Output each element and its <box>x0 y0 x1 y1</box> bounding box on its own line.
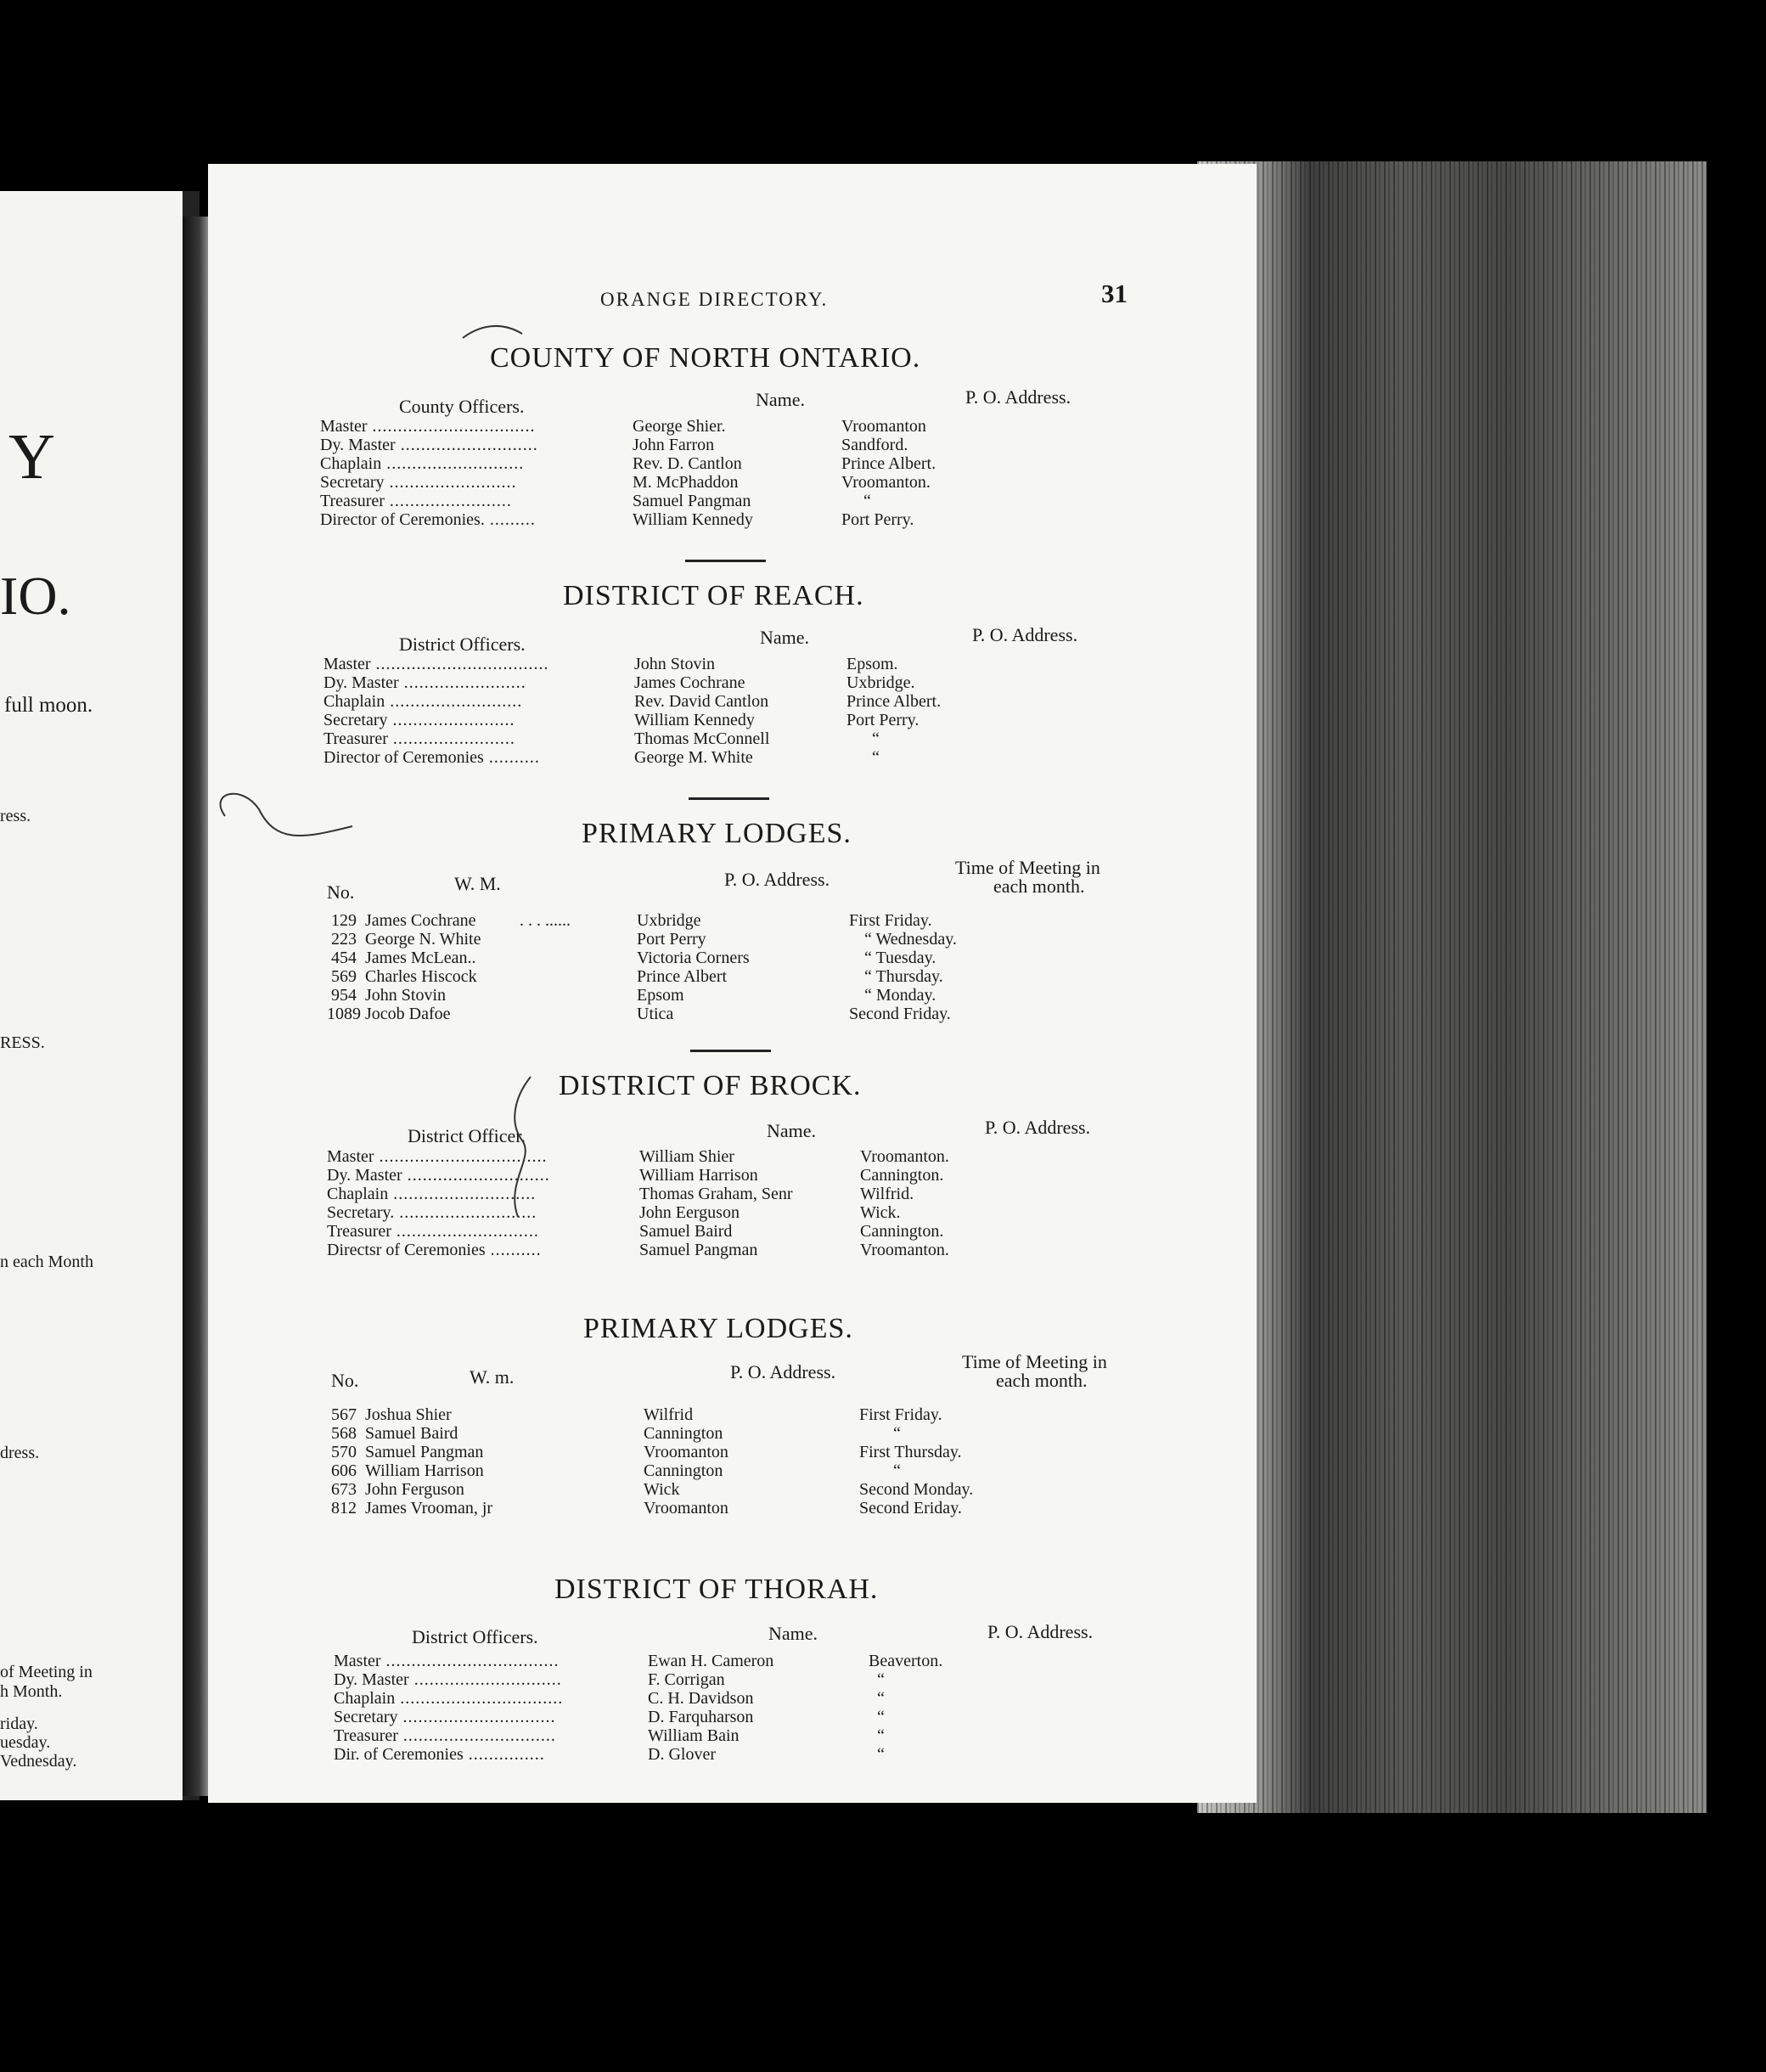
section-title-brock-lodges: PRIMARY LODGES. <box>583 1313 853 1344</box>
table-row: Dy. Master ............................. F. Corrigan “ <box>334 1670 885 1689</box>
col-header-office: District Officer. <box>408 1125 526 1146</box>
worshipful-master: Charles Hiscock <box>365 967 477 986</box>
po-address: Vroomanton. <box>860 1241 949 1259</box>
pencil-mark <box>208 164 1257 1803</box>
table-row: Dir. of Ceremonies ............... D. Glover “ <box>334 1745 885 1764</box>
office: Treasurer <box>323 729 388 748</box>
lodge-number: 567 <box>331 1405 357 1424</box>
po-address: Prince Albert <box>637 967 728 986</box>
meeting-time: Second Eriday. <box>859 1499 962 1517</box>
po-address: Uxbridge <box>637 911 701 930</box>
meeting-time: Second Monday. <box>859 1480 974 1499</box>
office: Treasurer <box>320 492 385 510</box>
po-address: Utica <box>637 1005 674 1023</box>
officer-name: William Shier <box>639 1147 734 1166</box>
table-row: Secretary. ........................... John Eerguson Wick. <box>327 1203 901 1222</box>
po-address: “ <box>872 748 880 767</box>
section-title-reach-lodges: PRIMARY LODGES. <box>582 818 852 849</box>
section-title-thorah: DISTRICT OF THORAH. <box>554 1574 879 1605</box>
office: Secretary <box>323 711 388 729</box>
left-fragment: of Meeting in <box>0 1663 93 1681</box>
lodge-number: 606 <box>331 1461 357 1480</box>
officer-name: M. McPhaddon <box>633 473 739 492</box>
table-row: Director of Ceremonies .......... George M. White “ <box>323 748 880 767</box>
po-address: Cannington. <box>860 1166 944 1185</box>
officer-name: D. Glover <box>648 1745 716 1764</box>
po-address: Port Perry <box>637 930 706 949</box>
worshipful-master: Joshua Shier <box>365 1405 452 1424</box>
col-header-address: P. O. Address. <box>730 1361 836 1382</box>
lodge-number: 1089 <box>327 1005 361 1023</box>
officer-name: George M. White <box>634 748 753 767</box>
office: Chaplain <box>327 1185 389 1203</box>
table-row: Treasurer ........................ Thomas McConnell “ <box>323 729 880 748</box>
table-row: Dy. Master ........................... John Farron Sandford. <box>320 436 908 454</box>
po-address: Wilfrid. <box>860 1185 914 1203</box>
lodge-number: 454 <box>331 949 357 967</box>
meeting-time: First Thursday. <box>859 1443 962 1461</box>
worshipful-master: John Stovin <box>365 986 447 1005</box>
office: Chaplain <box>323 692 385 711</box>
table-row: Secretary ......................... M. McPhaddon Vroomanton. <box>320 473 931 492</box>
po-address: Cannington <box>644 1461 723 1480</box>
lodge-number: 570 <box>331 1443 357 1461</box>
office: Master <box>334 1652 381 1670</box>
po-address: Prince Albert. <box>841 454 936 473</box>
officer-name: Ewan H. Cameron <box>648 1652 774 1670</box>
officer-name: C. H. Davidson <box>648 1689 754 1708</box>
left-fragment: ress. <box>0 807 31 825</box>
officer-name: F. Corrigan <box>648 1670 725 1689</box>
meeting-time: “ Thursday. <box>864 967 943 986</box>
po-address: “ <box>877 1745 885 1764</box>
col-header-address: P. O. Address. <box>972 624 1078 645</box>
officer-name: James Cochrane <box>634 673 745 692</box>
officer-name: Rev. David Cantlon <box>634 692 769 711</box>
left-fragment: dress. <box>0 1444 40 1462</box>
po-address: “ <box>863 492 871 510</box>
col-header-time-2: each month. <box>993 876 1085 897</box>
section-title-reach: DISTRICT OF REACH. <box>563 580 864 611</box>
office: Director of Ceremonies. <box>320 510 485 529</box>
po-address: “ <box>877 1708 885 1726</box>
officer-name: Samuel Pangman <box>639 1241 758 1259</box>
table-row: Dy. Master ........................ James Cochrane Uxbridge. <box>323 673 915 692</box>
po-address: Vroomanton <box>841 417 926 436</box>
table-row: Treasurer ............................ Samuel Baird Cannington. <box>327 1222 944 1241</box>
directory-page <box>208 164 1257 1803</box>
meeting-time: “ <box>893 1461 901 1480</box>
officer-name: Samuel Baird <box>639 1222 733 1241</box>
meeting-time: “ <box>893 1424 901 1443</box>
office: Secretary <box>334 1708 398 1726</box>
po-address: Vroomanton <box>644 1443 728 1461</box>
table-row: Director of Ceremonies. ......... William Kennedy Port Perry. <box>320 510 914 529</box>
officer-name: Thomas Graham, Senr <box>639 1185 793 1203</box>
section-title-brock: DISTRICT OF BROCK. <box>559 1070 862 1101</box>
table-row: Secretary ........................ William Kennedy Port Perry. <box>323 711 920 729</box>
left-fragment: n each Month <box>0 1253 93 1271</box>
table-row: 129 James Cochrane . . . ...... Uxbridge First Friday. <box>331 911 932 930</box>
left-fragment: Y <box>8 421 55 493</box>
table-row: Master ................................ George Shier. Vroomanton <box>320 417 926 436</box>
po-address: “ <box>877 1670 885 1689</box>
po-address: Port Perry. <box>846 711 920 729</box>
table-row: Chaplain ............................ Thomas Graham, Senr Wilfrid. <box>327 1185 914 1203</box>
po-address: Wick. <box>860 1203 901 1222</box>
officer-name: William Kennedy <box>633 510 753 529</box>
po-address: “ <box>877 1689 885 1708</box>
left-fragment: full moon. <box>4 694 93 717</box>
worshipful-master: James McLean.. <box>365 949 476 967</box>
office: Master <box>320 417 368 436</box>
po-address: “ <box>877 1726 885 1745</box>
officer-name: John Farron <box>633 436 715 454</box>
lodge-number: 954 <box>331 986 357 1005</box>
meeting-time: Second Friday. <box>849 1005 951 1023</box>
table-row: Dy. Master ............................ William Harrison Cannington. <box>327 1166 944 1185</box>
meeting-time: “ Wednesday. <box>864 930 957 949</box>
officer-name: William Bain <box>648 1726 740 1745</box>
po-address: “ <box>872 729 880 748</box>
left-page <box>0 191 200 1800</box>
lodge-number: 568 <box>331 1424 357 1443</box>
table-row: Treasurer .............................. William Bain “ <box>334 1726 885 1745</box>
meeting-time: First Friday. <box>849 911 932 930</box>
lodge-number: 129 <box>331 911 357 930</box>
section-title-county: COUNTY OF NORTH ONTARIO. <box>490 342 921 374</box>
worshipful-master: Samuel Pangman <box>365 1443 484 1461</box>
left-fragment: riday. <box>0 1714 38 1733</box>
office: Dir. of Ceremonies <box>334 1745 464 1764</box>
officer-name: Samuel Pangman <box>633 492 751 510</box>
worshipful-master: James Vrooman, jr <box>365 1499 493 1517</box>
office: Chaplain <box>320 454 382 473</box>
office: Treasurer <box>327 1222 391 1241</box>
office: Secretary. <box>327 1203 395 1222</box>
table-row: Chaplain ................................ C. H. Davidson “ <box>334 1689 885 1708</box>
worshipful-master: Samuel Baird <box>365 1424 458 1443</box>
worshipful-master: William Harrison <box>365 1461 484 1480</box>
po-address: Uxbridge. <box>846 673 915 692</box>
office: Dy. Master <box>327 1166 402 1185</box>
officer-name: Rev. D. Cantlon <box>633 454 742 473</box>
po-address: Epsom. <box>846 655 898 673</box>
left-fragment: Vednesday. <box>0 1752 77 1771</box>
table-row: Master .................................. Ewan H. Cameron Beaverton. <box>334 1652 943 1670</box>
lodge-number: 569 <box>331 967 357 986</box>
left-fragment: IO. <box>0 566 71 626</box>
po-address: Vroomanton <box>644 1499 728 1517</box>
officer-name: Thomas McConnell <box>634 729 770 748</box>
col-header-wm: W. M. <box>454 873 501 894</box>
col-header-time: Time of Meeting in <box>962 1351 1107 1372</box>
officer-name: George Shier. <box>633 417 726 436</box>
table-row: Chaplain ........................... Rev. D. Cantlon Prince Albert. <box>320 454 936 473</box>
officer-name: John Eerguson <box>639 1203 740 1222</box>
col-header-address: P. O. Address. <box>987 1621 1094 1642</box>
table-row: Secretary .............................. D. Farquharson “ <box>334 1708 885 1726</box>
office: Directsr of Ceremonies <box>327 1241 486 1259</box>
col-header-name: Name. <box>756 389 806 410</box>
po-address: Wick <box>644 1480 680 1499</box>
col-header-name: Name. <box>767 1120 817 1141</box>
po-address: Epsom <box>637 986 684 1005</box>
col-header-name: Name. <box>760 627 810 648</box>
table-row: Directsr of Ceremonies .......... Samuel Pangman Vroomanton. <box>327 1241 949 1259</box>
worshipful-master: George N. White <box>365 930 481 949</box>
lodge-number: 812 <box>331 1499 357 1517</box>
officer-name: William Harrison <box>639 1166 758 1185</box>
left-fragment: h Month. <box>0 1682 63 1701</box>
col-header-wm: W. m. <box>470 1366 515 1388</box>
po-address: Victoria Corners <box>637 949 750 967</box>
po-address: Prince Albert. <box>846 692 942 711</box>
meeting-time: “ Tuesday. <box>864 949 936 967</box>
po-address: Cannington. <box>860 1222 944 1241</box>
worshipful-master: James Cochrane <box>365 911 476 930</box>
running-title: ORANGE DIRECTORY. <box>600 289 829 310</box>
page-edges <box>1197 161 1707 1813</box>
table-row: Master ................................. William Shier Vroomanton. <box>327 1147 949 1166</box>
col-header-address: P. O. Address. <box>985 1117 1091 1138</box>
officer-name: John Stovin <box>634 655 716 673</box>
lodge-number: 673 <box>331 1480 357 1499</box>
col-header-time-2: each month. <box>996 1370 1088 1391</box>
office: Chaplain <box>334 1689 396 1708</box>
office: Dy. Master <box>320 436 396 454</box>
table-row: Treasurer ........................ Samuel Pangman “ <box>320 492 871 510</box>
po-address: Cannington <box>644 1424 723 1443</box>
office: Secretary <box>320 473 385 492</box>
office: Director of Ceremonies <box>323 748 484 767</box>
office: Master <box>323 655 371 673</box>
meeting-time: “ Monday. <box>864 986 936 1005</box>
worshipful-master: Jocob Dafoe <box>365 1005 451 1023</box>
col-header-address: P. O. Address. <box>724 869 830 890</box>
po-address: Port Perry. <box>841 510 914 529</box>
left-fragment: RESS. <box>0 1033 45 1052</box>
col-header-office: County Officers. <box>399 396 525 417</box>
col-header-time: Time of Meeting in <box>955 857 1100 878</box>
meeting-time: First Friday. <box>859 1405 942 1424</box>
lodge-number: 223 <box>331 930 357 949</box>
left-fragment: uesday. <box>0 1733 51 1752</box>
office: Master <box>327 1147 374 1166</box>
worshipful-master: John Ferguson <box>365 1480 464 1499</box>
col-header-no: No. <box>327 881 355 903</box>
po-address: Beaverton. <box>869 1652 943 1670</box>
po-address: Vroomanton. <box>860 1147 949 1166</box>
po-address: Wilfrid <box>644 1405 694 1424</box>
col-header-office: District Officers. <box>412 1626 538 1647</box>
table-row: Chaplain .......................... Rev. David Cantlon Prince Albert. <box>323 692 942 711</box>
officer-name: William Kennedy <box>634 711 755 729</box>
col-header-no: No. <box>331 1370 359 1391</box>
col-header-name: Name. <box>768 1623 818 1644</box>
office: Dy. Master <box>323 673 399 692</box>
office: Dy. Master <box>334 1670 409 1689</box>
page-number: 31 <box>1101 279 1128 308</box>
office: Treasurer <box>334 1726 398 1745</box>
po-address: Sandford. <box>841 436 908 454</box>
table-row: Master .................................. John Stovin Epsom. <box>323 655 898 673</box>
officer-name: D. Farquharson <box>648 1708 754 1726</box>
col-header-office: District Officers. <box>399 633 526 655</box>
po-address: Vroomanton. <box>841 473 931 492</box>
col-header-address: P. O. Address. <box>965 386 1071 408</box>
